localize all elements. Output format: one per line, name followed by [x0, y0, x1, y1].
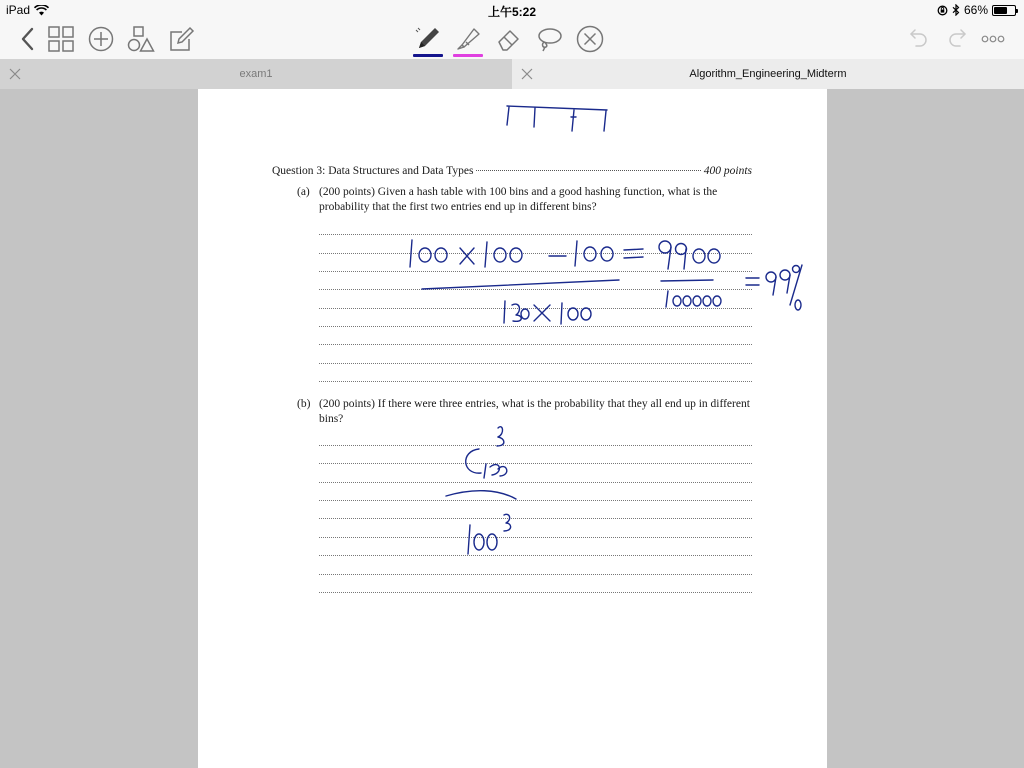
more-icon [981, 35, 1005, 43]
redo-icon [946, 28, 970, 50]
answer-line [319, 518, 752, 519]
battery-icon [992, 5, 1016, 16]
close-tool-button[interactable] [575, 24, 605, 54]
add-icon [88, 26, 114, 52]
battery-percent: 66% [963, 3, 988, 17]
answer-line [319, 363, 752, 364]
thumbnails-button[interactable] [46, 24, 76, 54]
status-time: 上午5:22 [487, 5, 537, 19]
part-label: (a) [297, 186, 310, 198]
tab-exam1[interactable] [0, 59, 512, 89]
answer-line [319, 555, 752, 556]
status-bar [0, 0, 1024, 20]
undo-button[interactable] [903, 24, 933, 54]
answer-line [319, 574, 752, 575]
question-points: 400 points [703, 165, 752, 177]
answer-line [319, 289, 752, 290]
document-canvas[interactable] [0, 89, 1024, 768]
device-name: iPad [6, 3, 31, 17]
pen-icon [413, 24, 443, 54]
rotation-lock-icon [937, 5, 948, 16]
answer-line [319, 500, 752, 501]
pen-tool-button[interactable] [413, 24, 443, 54]
toolbar [0, 20, 1024, 59]
answer-line [319, 271, 752, 272]
answer-line [319, 253, 752, 254]
question-title-row [272, 165, 752, 177]
more-button[interactable] [978, 24, 1008, 54]
pen-color-indicator [413, 54, 443, 57]
close-tab-icon[interactable] [520, 67, 534, 81]
document-page[interactable] [198, 89, 827, 768]
answer-line [319, 445, 752, 446]
grid-icon [48, 26, 74, 52]
bluetooth-icon [952, 4, 960, 16]
answer-line [319, 482, 752, 483]
redo-button[interactable] [943, 24, 973, 54]
part-text: (200 points) If there were three entries, what is the probability that they all end up in different bins? [319, 398, 750, 425]
answer-line [319, 234, 752, 235]
back-button[interactable] [12, 24, 42, 54]
question-part-b [297, 397, 752, 427]
answer-line [319, 381, 752, 382]
lasso-icon [534, 25, 564, 53]
answer-line [319, 463, 752, 464]
close-circle-icon [576, 25, 604, 53]
document-tabs [0, 59, 1024, 89]
shapes-icon [127, 26, 155, 52]
answer-line [319, 326, 752, 327]
answer-line [319, 592, 752, 593]
part-text: (200 points) Given a hash table with 100 bins and a good hashing function, what is the probability that the first two entries end up in different bins? [319, 186, 718, 213]
battery-fill [994, 7, 1007, 14]
highlighter-tool-button[interactable] [453, 24, 483, 54]
tab-label: exam1 [239, 68, 273, 80]
tab-algorithm-engineering-midterm[interactable] [512, 59, 1024, 89]
question-title: Question 3: Data Structures and Data Types [272, 165, 474, 177]
back-chevron-icon [20, 27, 34, 51]
question-part-a [297, 185, 752, 215]
answer-line [319, 344, 752, 345]
edit-icon [169, 26, 195, 52]
status-right [937, 3, 1016, 17]
edit-button[interactable] [167, 24, 197, 54]
eraser-icon [495, 25, 523, 53]
close-tab-icon[interactable] [8, 67, 22, 81]
eraser-tool-button[interactable] [494, 24, 524, 54]
tab-label: Algorithm_Engineering_Midterm [689, 68, 847, 80]
highlighter-icon [453, 24, 483, 54]
answer-line [319, 308, 752, 309]
add-page-button[interactable] [86, 24, 116, 54]
undo-icon [906, 28, 930, 50]
lasso-tool-button[interactable] [534, 24, 564, 54]
shapes-button[interactable] [126, 24, 156, 54]
part-label: (b) [297, 398, 311, 410]
answer-line [319, 537, 752, 538]
highlighter-color-indicator [453, 54, 483, 57]
dot-leader [476, 170, 700, 171]
